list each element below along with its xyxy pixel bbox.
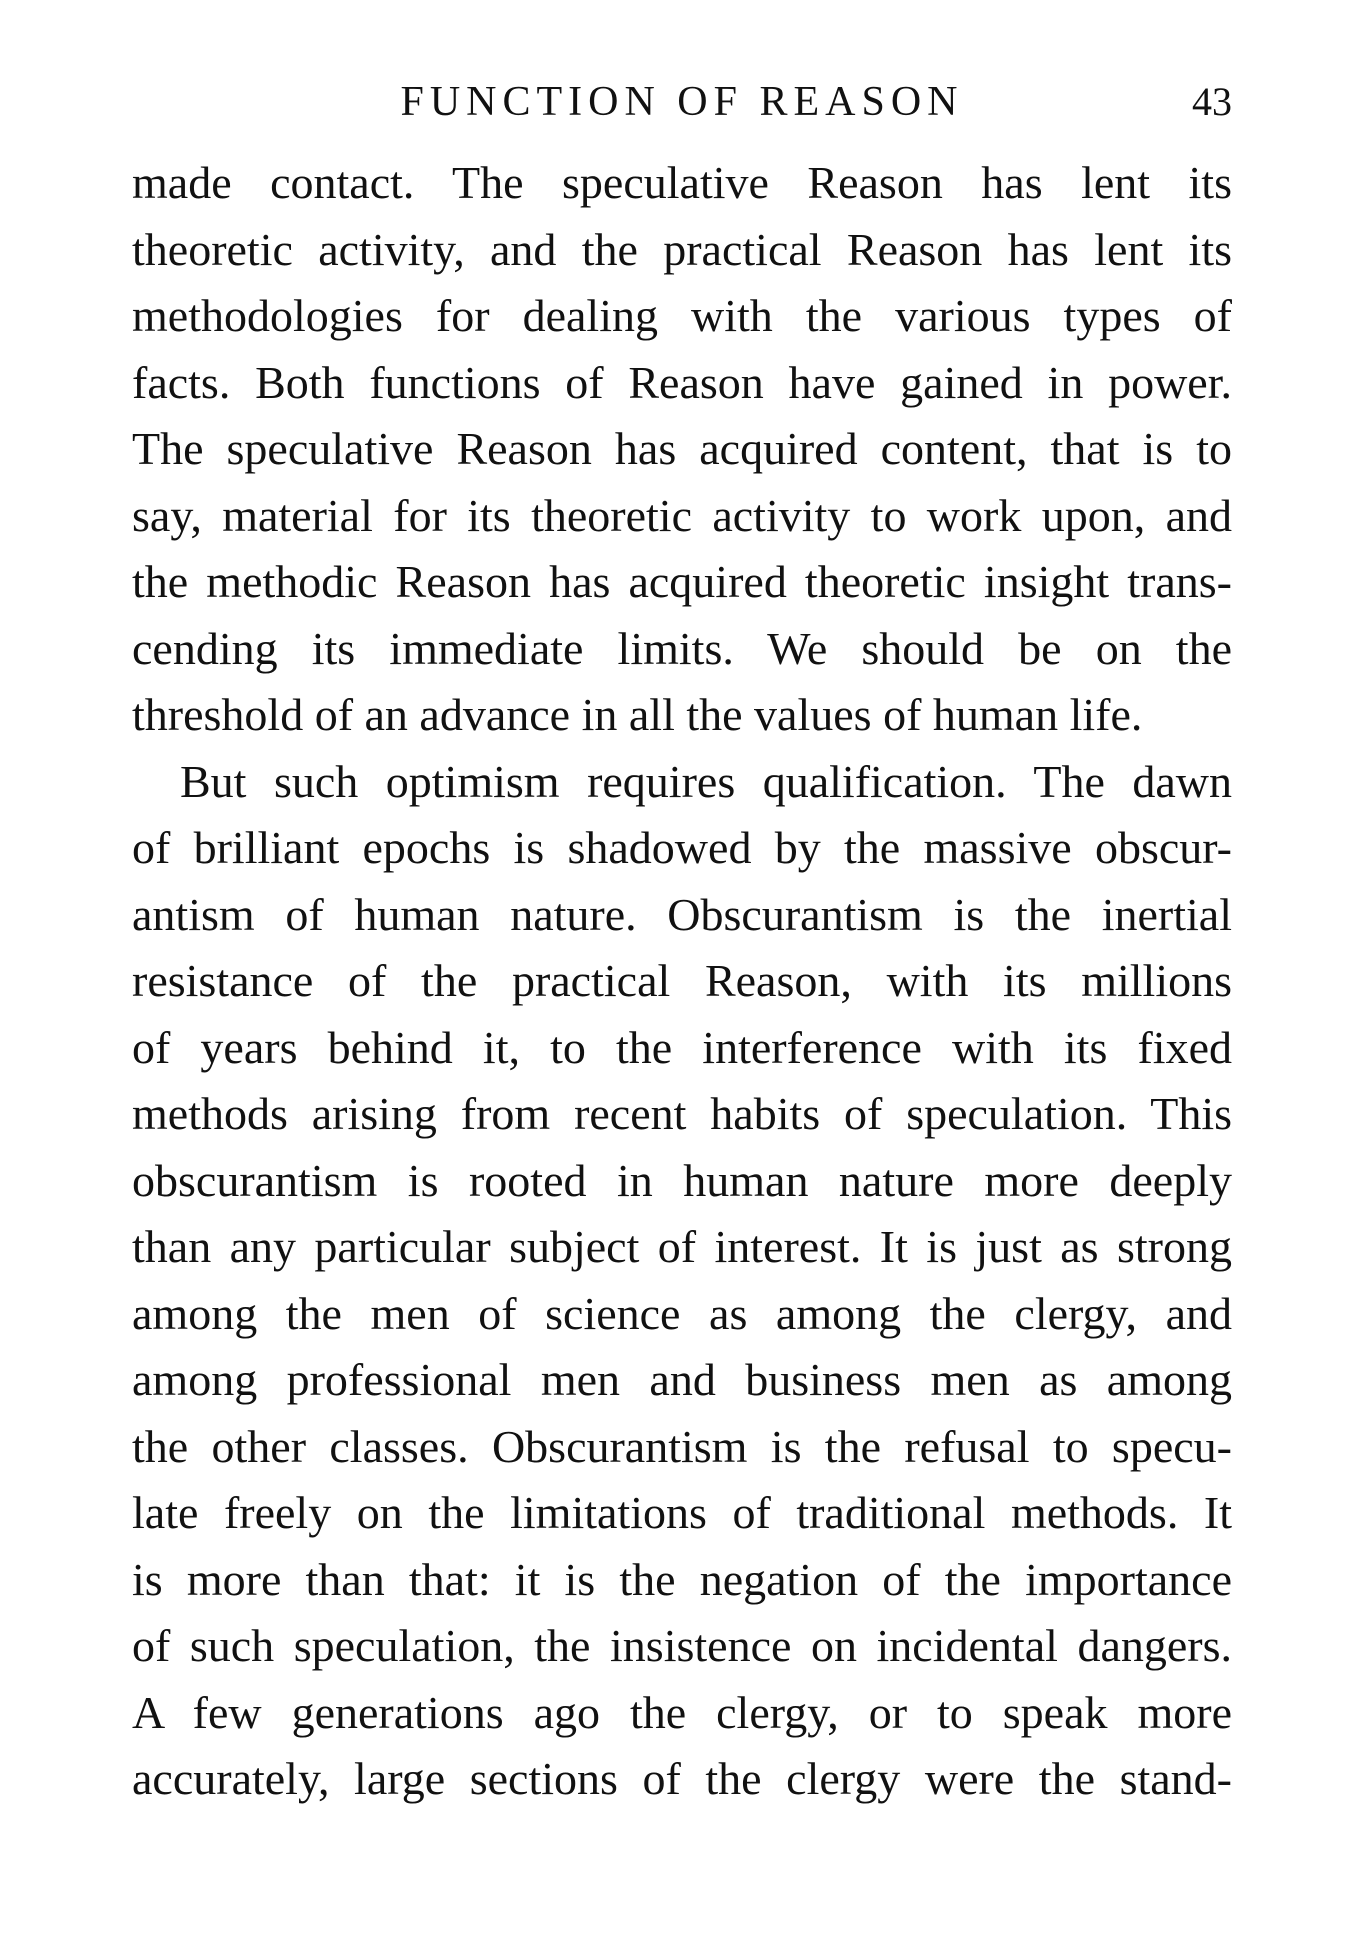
text-line: than any particular subject of interest. It is just as strong (132, 1221, 1232, 1272)
text-line: methodologies for dealing with the various types of (132, 290, 1232, 341)
text-line: The speculative Reason has acquired content, that is to (132, 423, 1232, 474)
text-line: the methodic Reason has acquired theoretic insight trans- (132, 556, 1232, 607)
text-line: of such speculation, the insistence on incidental dangers. (132, 1620, 1232, 1671)
paragraph-obscurantism (132, 749, 1232, 1813)
running-title: FUNCTION OF REASON (400, 79, 964, 125)
text-line: obscurantism is rooted in human nature more deeply (132, 1154, 1232, 1206)
page-number: 43 (1192, 79, 1232, 124)
text-line: methods arising from recent habits of speculation. This (132, 1088, 1232, 1139)
text-line: resistance of the practical Reason, with its millions (132, 955, 1232, 1006)
text-line: accurately, large sections of the clergy were the stand- (132, 1753, 1232, 1804)
text-line: cending its immediate limits. We should be on the (132, 622, 1232, 674)
text-line: among the men of science as among the clergy, and (132, 1287, 1232, 1339)
text-line: But such optimism requires qualification. The dawn (180, 755, 1232, 807)
text-line: of years behind it, to the interference with its fixed (132, 1021, 1232, 1073)
text-line: of brilliant epochs is shadowed by the massive obscur- (132, 822, 1232, 873)
text-line: antism of human nature. Obscurantism is the inertial (132, 888, 1232, 940)
text-line: theoretic activity, and the practical Reason has lent its (132, 223, 1232, 275)
text-line: A few generations ago the clergy, or to speak more (132, 1686, 1232, 1738)
text-line: late freely on the limitations of traditional methods. It (132, 1487, 1232, 1538)
text-line: facts. Both functions of Reason have gained in power. (132, 356, 1232, 408)
body-text (132, 150, 1232, 1813)
text-line: is more than that: it is the negation of the importance (132, 1553, 1232, 1605)
paragraph-continued (132, 150, 1232, 749)
text-line: among professional men and business men as among (132, 1354, 1232, 1405)
text-line: threshold of an advance in all the values of human life. (132, 689, 1143, 740)
running-head (132, 72, 1232, 132)
text-line: the other classes. Obscurantism is the refusal to specu- (132, 1420, 1232, 1472)
text-line: say, material for its theoretic activity to work upon, and (132, 489, 1232, 541)
text-line: made contact. The speculative Reason has lent its (132, 157, 1232, 208)
